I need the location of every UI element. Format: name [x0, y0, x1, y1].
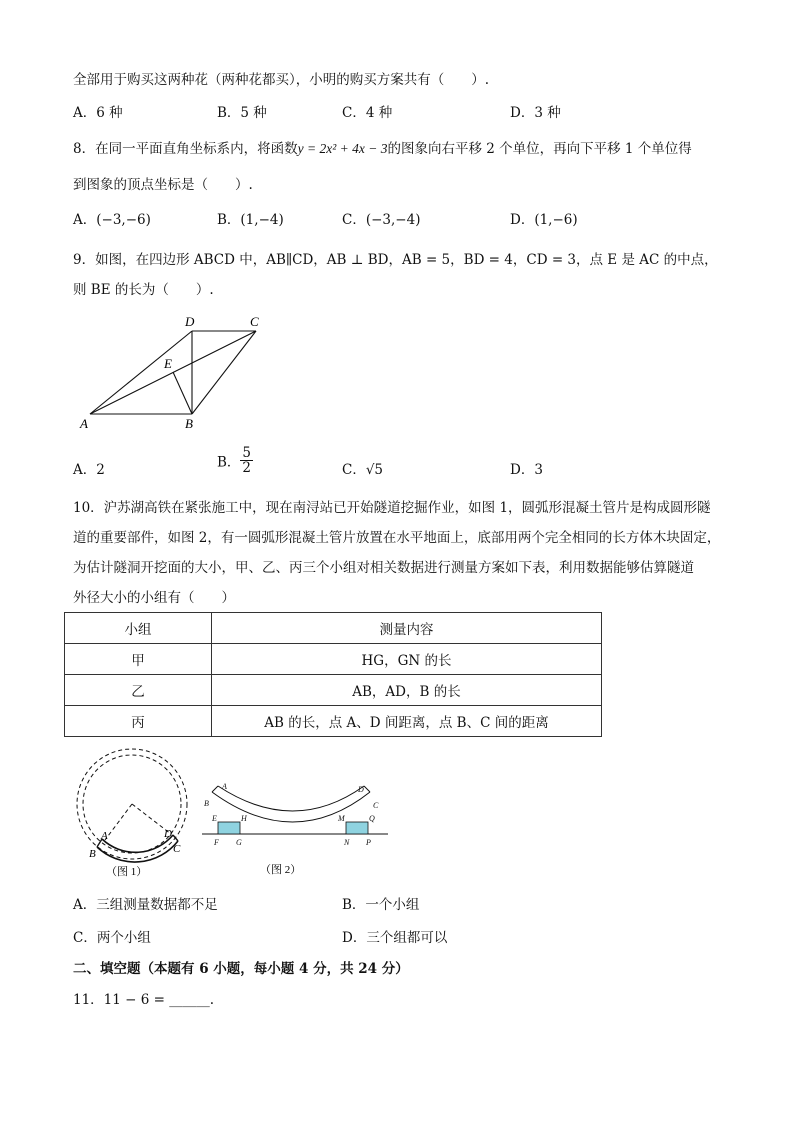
cell-content: HG，GN 的长 — [212, 644, 602, 675]
q8-stem-pre: 8．在同一平面直角坐标系内，将函数 — [73, 141, 298, 157]
q10-stem-line3: 为估计隧洞开挖面的大小，甲、乙、丙三个小组对相关数据进行测量方案如下表，利用数据能够估算隧道 — [73, 560, 694, 576]
q7-option-d[interactable]: D．3 种 — [510, 105, 561, 121]
q11-stem: 11．11 − 6 = ______. — [73, 992, 215, 1008]
segment-inner-arc — [102, 835, 173, 852]
q8-stem-line2: 到图象的顶点坐标是（ ）. — [73, 177, 253, 193]
fig2-label-a: A — [222, 782, 227, 791]
wood-block-right — [346, 822, 368, 834]
q10-stem-line2: 道的重要部件，如图 2，有一圆弧形混凝土管片放置在水平地面上，底部用两个完全相同的长方体木块固定， — [73, 530, 721, 546]
cell-content: AB 的长，点 A、D 间距离，点 B、C 间的距离 — [212, 706, 602, 737]
q10-figure-2 — [198, 778, 393, 880]
fraction-denominator: 2 — [242, 460, 252, 477]
header-content: 测量内容 — [212, 613, 602, 644]
q7-option-a[interactable]: A．6 种 — [73, 105, 123, 121]
fig2-label-d: D — [358, 785, 364, 794]
wood-block-left — [218, 822, 240, 834]
q8-option-d[interactable]: D．(1,−6) — [510, 212, 578, 228]
fig1-label-d: D — [164, 828, 172, 840]
cell-content: AB，AD，B 的长 — [212, 675, 602, 706]
q10-option-b[interactable]: B．一个小组 — [342, 897, 420, 913]
fig1-caption: （图 1） — [106, 866, 148, 878]
section-2-title: 二、填空题（本题有 6 小题，每小题 4 分，共 24 分） — [73, 961, 409, 977]
q8-stem-line1 — [73, 137, 692, 157]
inner-arc — [218, 786, 364, 811]
fig2-label-q: Q — [369, 814, 375, 823]
label-a: A — [80, 416, 88, 431]
fig2-caption: （图 2） — [260, 864, 302, 876]
q8-function: y = 2x² + 4x − 3 — [297, 141, 388, 156]
q9-option-b[interactable] — [217, 446, 253, 475]
q9-option-b-fraction — [240, 446, 253, 475]
edge-left — [212, 786, 218, 792]
q7-option-b[interactable]: B．5 种 — [217, 105, 267, 121]
segment-ad — [90, 331, 192, 414]
q9-figure — [70, 310, 280, 435]
header-group: 小组 — [65, 613, 212, 644]
table-row — [65, 644, 602, 675]
q10-option-c[interactable]: C．两个小组 — [73, 930, 151, 946]
fig2-label-n: N — [344, 838, 350, 847]
segment-eb — [173, 372, 192, 414]
q10-measurement-table — [64, 612, 602, 737]
label-b: B — [185, 416, 193, 431]
radius-line-left — [105, 804, 132, 840]
q9-option-b-prefix: B． — [217, 454, 241, 471]
segment-edge-right — [173, 835, 178, 841]
edge-right — [364, 786, 370, 792]
label-e: E — [164, 356, 172, 371]
table-row — [65, 675, 602, 706]
cell-group: 乙 — [65, 675, 212, 706]
fig2-label-m: M — [338, 814, 345, 823]
cell-group: 丙 — [65, 706, 212, 737]
table-row — [65, 706, 602, 737]
label-d: D — [185, 314, 195, 329]
fraction-numerator: 5 — [242, 445, 252, 461]
q9-stem-line1: 9．如图，在四边形 ABCD 中，AB∥CD，AB ⊥ BD，AB = 5，BD = 4，CD = 3，点 E 是 AC 的中点， — [73, 252, 718, 268]
q9-option-d[interactable]: D．3 — [510, 462, 543, 478]
q10-option-a[interactable]: A．三组测量数据都不足 — [73, 897, 218, 913]
q9-stem-line2: 则 BE 的长为（ ）. — [73, 282, 214, 298]
q10-stem-line4: 外径大小的小组有（ ） — [73, 590, 235, 606]
table-header-row — [65, 613, 602, 644]
fig2-label-g: G — [236, 838, 242, 847]
q7-option-c[interactable]: C．4 种 — [342, 105, 393, 121]
fig1-label-c: C — [173, 843, 181, 855]
fig2-label-e: E — [212, 814, 217, 823]
cell-group: 甲 — [65, 644, 212, 675]
q10-figure-1 — [68, 748, 198, 880]
fig2-label-c: C — [373, 801, 379, 810]
segment-cb — [192, 331, 256, 414]
q8-option-a[interactable]: A．(−3,−6) — [73, 212, 151, 228]
fig2-label-b: B — [204, 799, 209, 808]
q9-option-a[interactable]: A．2 — [73, 462, 105, 478]
fig2-label-f: F — [214, 838, 219, 847]
q8-option-b[interactable]: B．(1,−4) — [217, 212, 284, 228]
q9-option-c[interactable]: C．√5 — [342, 462, 384, 478]
q10-stem-line1: 10．沪苏湖高铁在紧张施工中，现在南浔站已开始隧道挖掘作业，如图 1，圆弧形混凝土管片是构成圆形隧 — [73, 500, 711, 516]
q10-option-d[interactable]: D．三个组都可以 — [342, 930, 448, 946]
fig2-label-h: H — [241, 814, 247, 823]
q8-stem-post: 的图象向右平移 2 个单位，再向下平移 1 个单位得 — [387, 141, 692, 157]
fig1-label-a: A — [101, 830, 108, 842]
q7-stem: 全部用于购买这两种花（两种花都买），小明的购买方案共有（ ）. — [73, 72, 490, 88]
q8-option-c[interactable]: C．(−3,−4) — [342, 212, 421, 228]
label-c: C — [250, 314, 259, 329]
fig1-label-b: B — [89, 848, 96, 860]
fig2-label-p: P — [366, 838, 371, 847]
